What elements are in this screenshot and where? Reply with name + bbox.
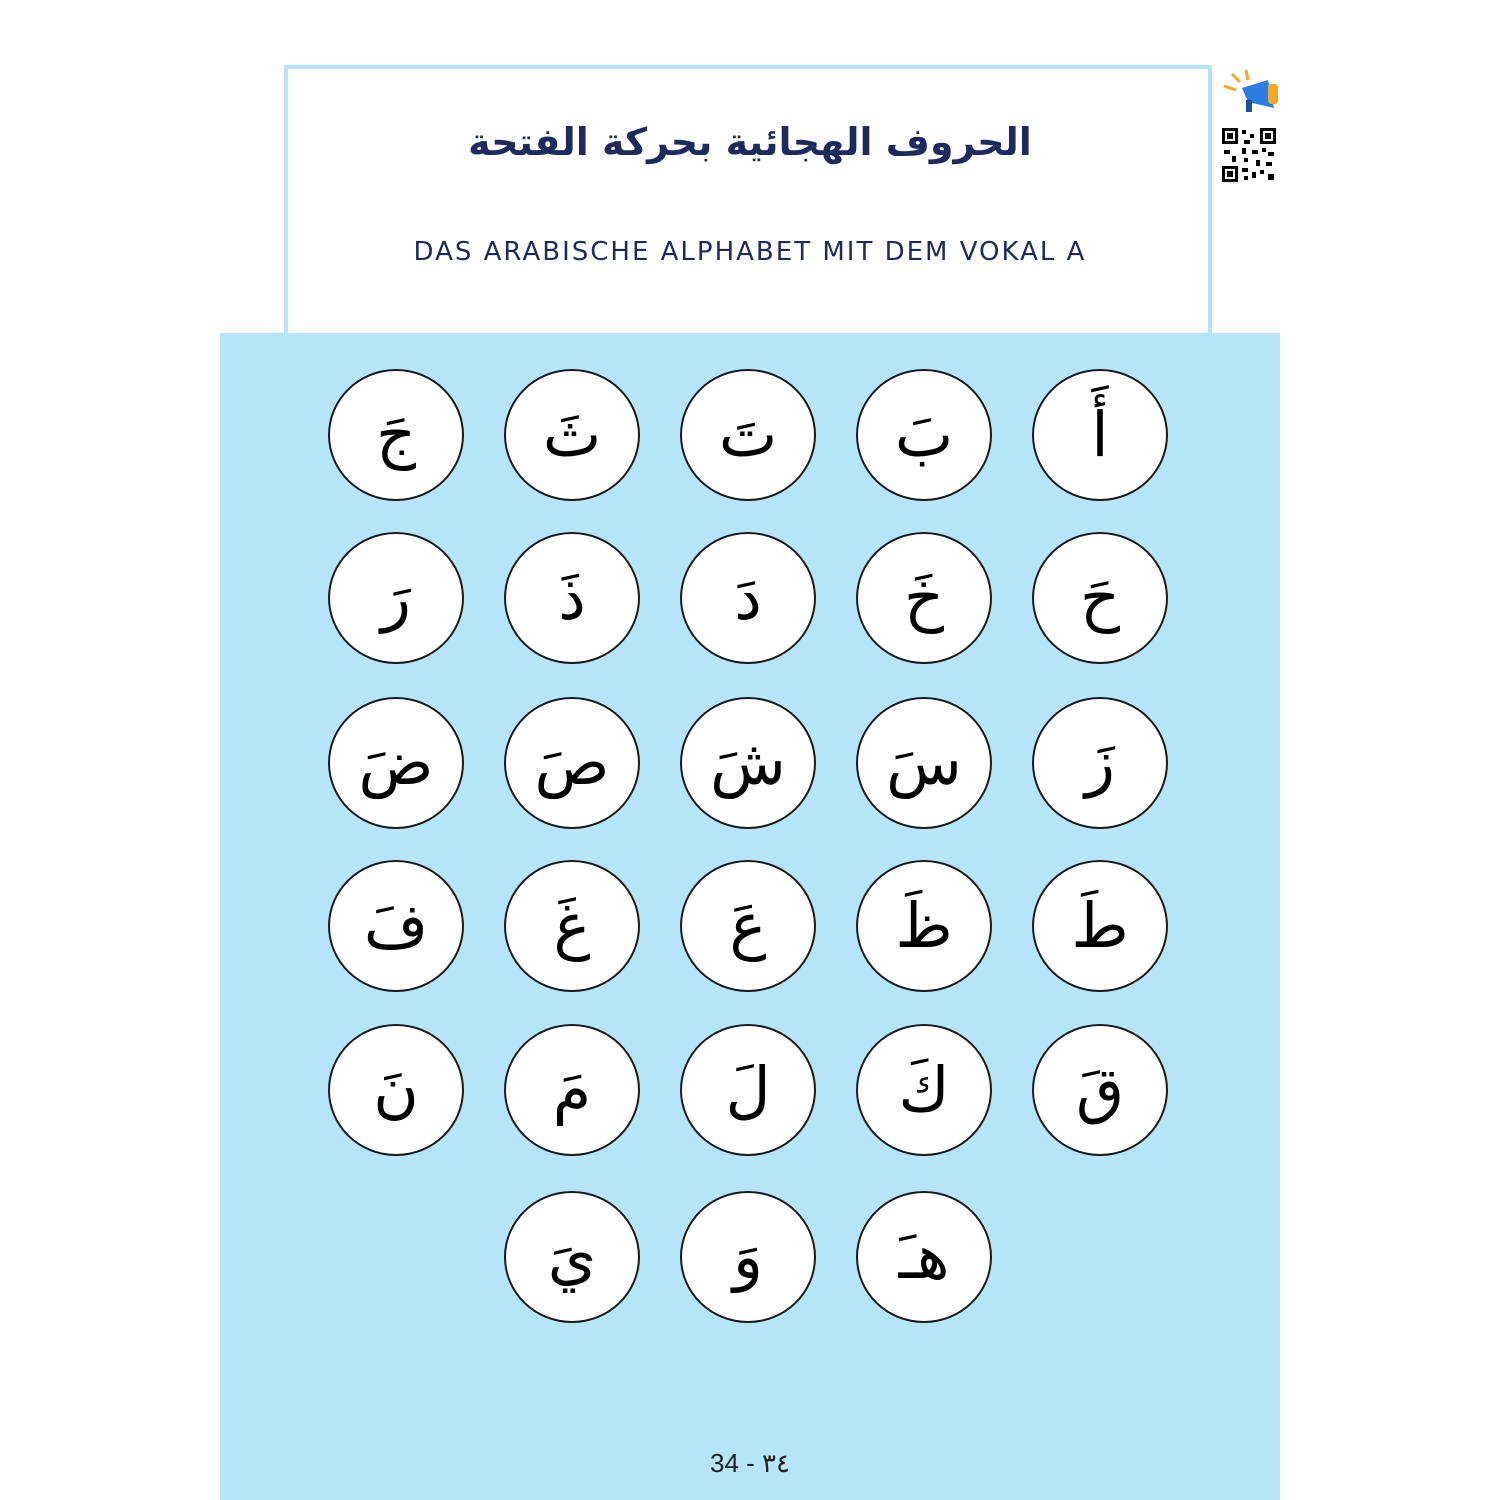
arabic-letter: ظ [895,889,953,962]
arabic-letter: ص [534,726,610,799]
arabic-letter: م [552,1053,592,1126]
arabic-letter: ت [718,398,778,471]
arabic-letter: ش [710,726,786,799]
page-number: 34 - ٣٤ [710,1448,790,1478]
arabic-letter: د [734,561,762,634]
letter-circle[interactable] [504,532,640,664]
arabic-letter: أ [1091,398,1109,471]
letter-circle[interactable] [680,1191,816,1323]
letter-circle[interactable] [856,697,992,829]
arabic-letter: ج [375,398,417,471]
letter-circle[interactable] [328,1024,464,1156]
letter-circle[interactable] [1032,697,1168,829]
letter-circle[interactable] [328,860,464,992]
letter-circle[interactable] [504,860,640,992]
page-subtitle-german: DAS ARABISCHE ALPHABET MIT DEM VOKAL A [413,237,1087,267]
letter-circle[interactable] [680,369,816,501]
letter-circle[interactable] [504,1024,640,1156]
arabic-letter: س [886,726,962,799]
arabic-letter: ر [381,561,411,634]
arabic-letter: ط [1071,889,1129,962]
arabic-letter: خ [903,561,945,634]
arabic-letter: ذ [558,561,586,634]
page-title-arabic: الحروف الهجائية بحركة الفتحة [468,120,1032,164]
arabic-letter: ع [729,889,767,962]
letter-circle[interactable] [680,860,816,992]
letter-circle[interactable] [680,532,816,664]
arabic-letter: ن [373,1053,419,1126]
letter-circle[interactable] [1032,1024,1168,1156]
arabic-letter: ح [1079,561,1121,634]
letter-circle[interactable] [1032,369,1168,501]
letter-circle[interactable] [328,532,464,664]
letter-circle[interactable] [856,860,992,992]
arabic-letter: ي [547,1220,597,1293]
letter-circle[interactable] [856,532,992,664]
letter-circle[interactable] [856,1191,992,1323]
letter-circle[interactable] [856,1024,992,1156]
letter-circle[interactable] [1032,860,1168,992]
arabic-letter: ل [725,1053,771,1126]
letter-circle[interactable] [504,1191,640,1323]
letter-circle[interactable] [680,1024,816,1156]
arabic-letter: ث [542,398,602,471]
arabic-letter: ك [898,1053,950,1126]
arabic-letter: و [733,1220,763,1293]
letter-circle[interactable] [856,369,992,501]
arabic-letter: ض [358,726,434,799]
arabic-letter: ف [363,889,429,962]
qr-code-icon[interactable] [1222,128,1276,182]
letter-circle[interactable] [328,369,464,501]
arabic-letter: ز [1085,726,1115,799]
arabic-letter: غ [553,889,591,962]
letter-circle[interactable] [680,697,816,829]
header-box [284,65,1212,333]
letter-circle[interactable] [1032,532,1168,664]
arabic-letter: ب [894,398,954,471]
letter-circle[interactable] [504,369,640,501]
arabic-letter: ق [1075,1053,1125,1126]
letter-circle[interactable] [504,697,640,829]
letter-circle[interactable] [328,697,464,829]
arabic-letter: هـ [898,1220,950,1293]
